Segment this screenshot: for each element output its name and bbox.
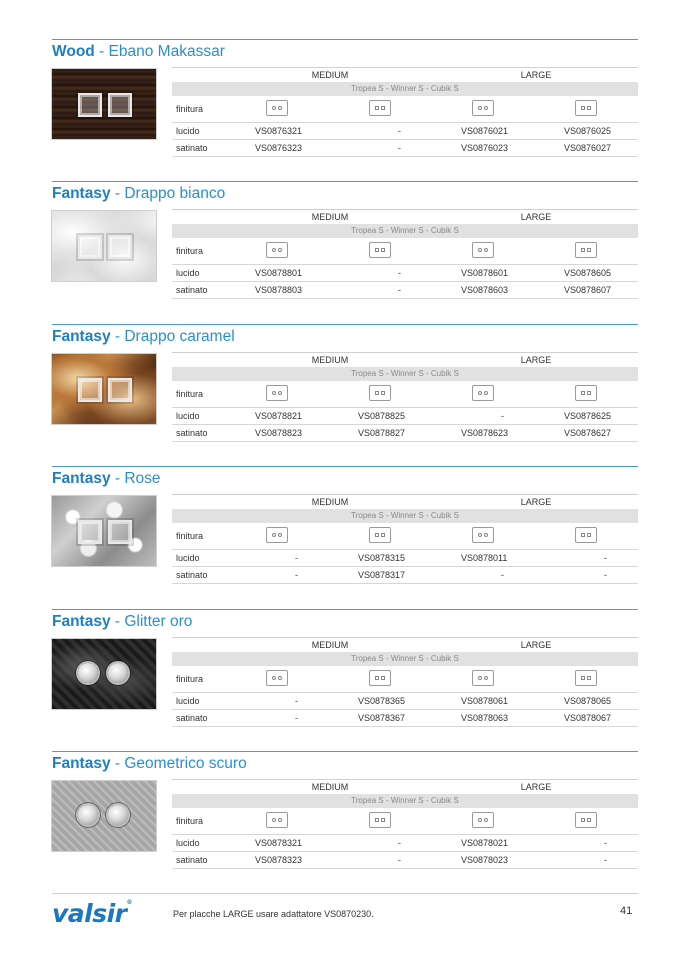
round-flush-button-icon <box>108 663 128 683</box>
size-header-row <box>172 209 638 224</box>
round-dots-icon <box>472 242 494 258</box>
row-label: satinato <box>176 713 208 723</box>
row-label: lucido <box>176 411 200 421</box>
square-dots-icon <box>575 670 597 686</box>
finitura-row <box>172 523 638 550</box>
header-large: LARGE <box>520 782 552 792</box>
compatible-models: Tropea S - Winner S - Cubik S <box>351 511 459 520</box>
header-medium: MEDIUM <box>311 70 349 80</box>
header-large: LARGE <box>520 70 552 80</box>
square-dots-icon <box>369 100 391 116</box>
round-flush-button-icon <box>78 663 98 683</box>
header-medium: MEDIUM <box>311 355 349 365</box>
product-code-table <box>172 779 638 869</box>
product-code-cell: - <box>398 285 401 295</box>
header-large: LARGE <box>520 497 552 507</box>
square-dots-icon <box>575 385 597 401</box>
compatible-models-row <box>172 224 638 238</box>
product-code-cell: VS0878023 <box>461 855 509 865</box>
compatible-models-row <box>172 794 638 808</box>
product-code-cell: - <box>604 855 607 865</box>
product-code-cell: VS0878603 <box>461 285 509 295</box>
table-row <box>172 567 638 584</box>
size-header-row <box>172 779 638 794</box>
product-code-cell: - <box>295 570 298 580</box>
table-row <box>172 693 638 710</box>
compatible-models: Tropea S - Winner S - Cubik S <box>351 84 459 93</box>
square-dots-icon <box>369 527 391 543</box>
finish-swatch-image <box>52 211 156 281</box>
page-number: 41 <box>620 905 633 917</box>
table-row <box>172 710 638 727</box>
product-code-cell: VS0878601 <box>461 268 509 278</box>
compatible-models-row <box>172 367 638 381</box>
row-label: finitura <box>176 104 204 114</box>
product-code-table <box>172 494 638 584</box>
finish-swatch-image <box>52 781 156 851</box>
product-code-cell: VS0878323 <box>255 855 303 865</box>
product-code-cell: VS0878065 <box>564 696 612 706</box>
header-large: LARGE <box>520 640 552 650</box>
row-label: lucido <box>176 838 200 848</box>
row-label: lucido <box>176 268 200 278</box>
round-dots-icon <box>472 812 494 828</box>
square-flush-button-icon <box>78 520 102 544</box>
product-code-cell: - <box>398 838 401 848</box>
square-flush-button-icon <box>108 235 132 259</box>
round-dots-icon <box>266 670 288 686</box>
square-flush-button-icon <box>108 378 132 402</box>
round-dots-icon <box>472 385 494 401</box>
row-label: finitura <box>176 674 204 684</box>
square-flush-button-icon <box>108 520 132 544</box>
section-title: Fantasy - Drappo caramel <box>52 328 235 345</box>
product-code-cell: VS0878625 <box>564 411 612 421</box>
section-divider <box>52 466 638 467</box>
finitura-row <box>172 808 638 835</box>
square-dots-icon <box>369 812 391 828</box>
size-header-row <box>172 67 638 82</box>
header-large: LARGE <box>520 355 552 365</box>
table-row <box>172 265 638 282</box>
square-flush-button-icon <box>78 235 102 259</box>
compatible-models: Tropea S - Winner S - Cubik S <box>351 369 459 378</box>
square-dots-icon <box>369 242 391 258</box>
table-row <box>172 123 638 140</box>
square-dots-icon <box>575 812 597 828</box>
product-code-cell: - <box>398 268 401 278</box>
table-row <box>172 835 638 852</box>
product-code-cell: VS0878067 <box>564 713 612 723</box>
product-code-cell: - <box>604 838 607 848</box>
product-code-cell: VS0878011 <box>461 553 508 563</box>
product-code-cell: VS0878021 <box>461 838 509 848</box>
product-code-cell: VS0878823 <box>255 428 303 438</box>
header-medium: MEDIUM <box>311 640 349 650</box>
section-title: Fantasy - Glitter oro <box>52 613 193 630</box>
round-dots-icon <box>266 100 288 116</box>
product-code-cell: - <box>604 553 607 563</box>
row-label: finitura <box>176 816 204 826</box>
finitura-row <box>172 96 638 123</box>
product-code-cell: VS0878803 <box>255 285 303 295</box>
finish-swatch-image <box>52 69 156 139</box>
header-medium: MEDIUM <box>311 212 349 222</box>
round-dots-icon <box>472 670 494 686</box>
row-label: lucido <box>176 553 200 563</box>
product-code-cell: VS0878821 <box>255 411 303 421</box>
section-divider <box>52 609 638 610</box>
product-code-cell: VS0876323 <box>255 143 303 153</box>
product-code-table <box>172 637 638 727</box>
square-dots-icon <box>369 670 391 686</box>
row-label: lucido <box>176 126 200 136</box>
finitura-row <box>172 666 638 693</box>
section-divider <box>52 39 638 40</box>
product-code-cell: VS0878367 <box>358 713 406 723</box>
product-code-cell: - <box>295 696 298 706</box>
product-code-cell: VS0878315 <box>358 553 406 563</box>
product-code-cell: - <box>398 143 401 153</box>
square-flush-button-icon <box>78 378 102 402</box>
round-dots-icon <box>266 527 288 543</box>
product-code-cell: VS0878627 <box>564 428 612 438</box>
finish-swatch-image <box>52 496 156 566</box>
product-code-table <box>172 209 638 299</box>
compatible-models-row <box>172 652 638 666</box>
table-row <box>172 140 638 157</box>
product-code-cell: VS0878801 <box>255 268 303 278</box>
product-code-cell: VS0878061 <box>461 696 509 706</box>
compatible-models-row <box>172 82 638 96</box>
section-divider <box>52 751 638 752</box>
valsir-logo: valsir® <box>52 899 133 928</box>
product-code-cell: VS0878607 <box>564 285 612 295</box>
finish-swatch-image <box>52 639 156 709</box>
product-code-table <box>172 67 638 157</box>
product-code-cell: - <box>501 570 504 580</box>
row-label: satinato <box>176 285 208 295</box>
product-code-cell: VS0876027 <box>564 143 612 153</box>
compatible-models: Tropea S - Winner S - Cubik S <box>351 654 459 663</box>
row-label: satinato <box>176 855 208 865</box>
footer-note: Per placche LARGE usare adattatore VS0870230. <box>173 909 374 919</box>
row-label: satinato <box>176 143 208 153</box>
section-divider <box>52 324 638 325</box>
size-header-row <box>172 637 638 652</box>
product-code-cell: - <box>604 570 607 580</box>
section-title: Fantasy - Rose <box>52 470 161 487</box>
table-row <box>172 408 638 425</box>
product-code-cell: VS0878317 <box>358 570 406 580</box>
product-code-cell: VS0878365 <box>358 696 406 706</box>
section-title: Wood - Ebano Makassar <box>52 43 225 60</box>
compatible-models: Tropea S - Winner S - Cubik S <box>351 796 459 805</box>
round-dots-icon <box>472 100 494 116</box>
header-medium: MEDIUM <box>311 497 349 507</box>
product-code-cell: VS0878825 <box>358 411 406 421</box>
round-flush-button-icon <box>108 805 128 825</box>
product-code-cell: VS0876023 <box>461 143 509 153</box>
row-label: satinato <box>176 428 208 438</box>
product-code-cell: VS0878321 <box>255 838 303 848</box>
table-row <box>172 852 638 869</box>
row-label: lucido <box>176 696 200 706</box>
row-label: satinato <box>176 570 208 580</box>
size-header-row <box>172 494 638 509</box>
product-code-cell: VS0878605 <box>564 268 612 278</box>
finish-swatch-image <box>52 354 156 424</box>
table-row <box>172 550 638 567</box>
square-dots-icon <box>369 385 391 401</box>
row-label: finitura <box>176 246 204 256</box>
product-code-cell: VS0876321 <box>255 126 303 136</box>
square-dots-icon <box>575 100 597 116</box>
table-row <box>172 425 638 442</box>
round-dots-icon <box>266 812 288 828</box>
size-header-row <box>172 352 638 367</box>
square-flush-button-icon <box>78 93 102 117</box>
finitura-row <box>172 381 638 408</box>
round-dots-icon <box>266 385 288 401</box>
compatible-models-row <box>172 509 638 523</box>
row-label: finitura <box>176 531 204 541</box>
square-flush-button-icon <box>108 93 132 117</box>
table-row <box>172 282 638 299</box>
product-code-cell: - <box>398 126 401 136</box>
product-code-cell: VS0878063 <box>461 713 509 723</box>
product-code-cell: VS0876025 <box>564 126 612 136</box>
row-label: finitura <box>176 389 204 399</box>
product-code-cell: - <box>295 553 298 563</box>
product-code-cell: VS0876021 <box>461 126 509 136</box>
header-large: LARGE <box>520 212 552 222</box>
round-dots-icon <box>266 242 288 258</box>
compatible-models: Tropea S - Winner S - Cubik S <box>351 226 459 235</box>
section-divider <box>52 181 638 182</box>
product-code-cell: VS0878623 <box>461 428 509 438</box>
product-code-cell: - <box>295 713 298 723</box>
product-code-cell: VS0878827 <box>358 428 406 438</box>
round-dots-icon <box>472 527 494 543</box>
footer-divider <box>52 893 638 894</box>
header-medium: MEDIUM <box>311 782 349 792</box>
product-code-cell: - <box>398 855 401 865</box>
square-dots-icon <box>575 527 597 543</box>
finitura-row <box>172 238 638 265</box>
section-title: Fantasy - Drappo bianco <box>52 185 226 202</box>
round-flush-button-icon <box>78 805 98 825</box>
product-code-table <box>172 352 638 442</box>
section-title: Fantasy - Geometrico scuro <box>52 755 247 772</box>
square-dots-icon <box>575 242 597 258</box>
product-code-cell: - <box>501 411 504 421</box>
